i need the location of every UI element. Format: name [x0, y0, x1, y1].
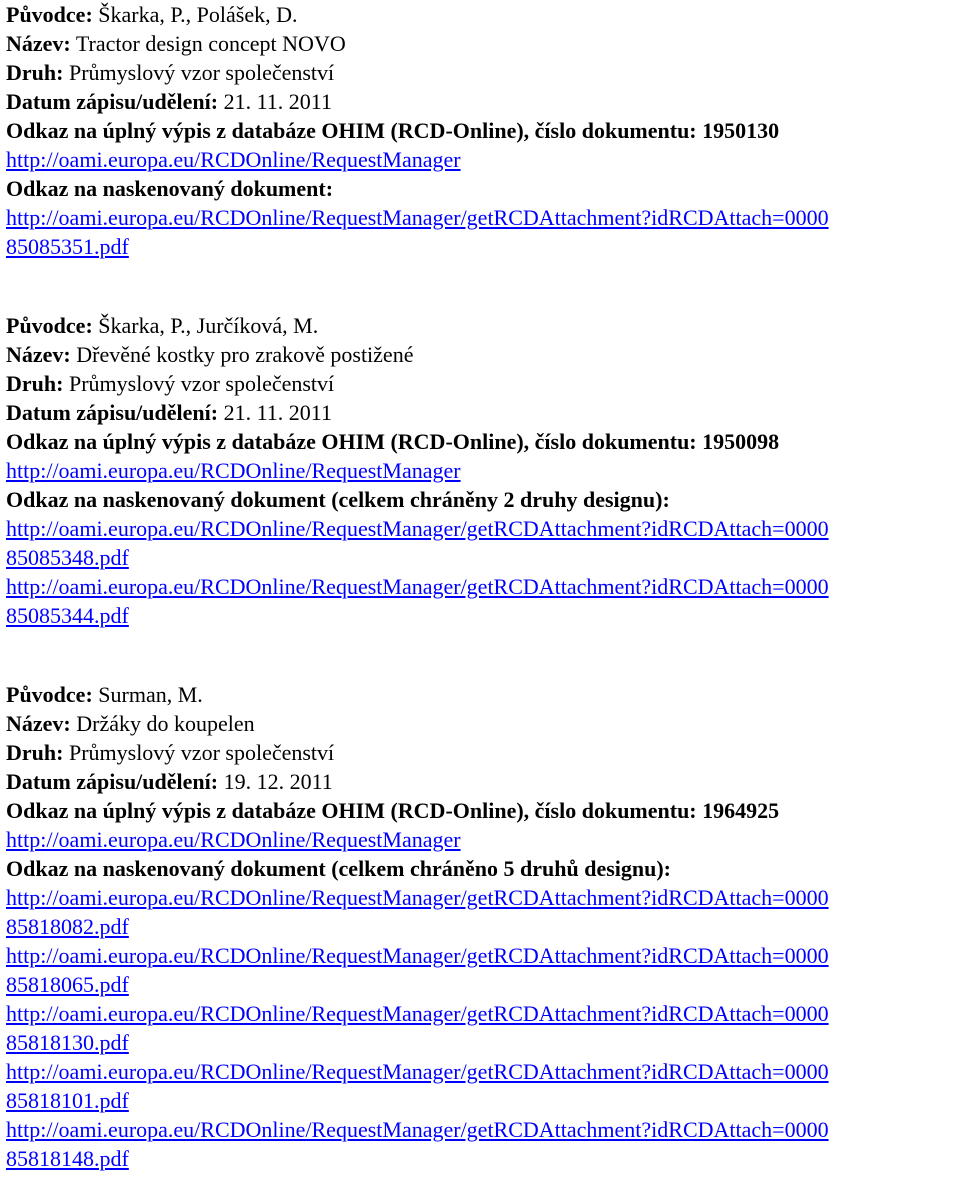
attachment-link-file[interactable]: 85818148.pdf [6, 1146, 129, 1171]
attachment-link-line [6, 203, 960, 232]
full-record-label: Odkaz na úplný výpis z databáze OHIM (RCD-Online), číslo dokumentu: [6, 429, 697, 454]
scan-label: Odkaz na naskenovaný dokument (celkem chráněny 2 druhy designu): [6, 487, 670, 512]
type-label: Druh: [6, 371, 64, 396]
attachment-link-line [6, 883, 960, 912]
originator-label: Původce: [6, 313, 93, 338]
design-record [6, 311, 960, 630]
originator-value: Škarka, P., Polášek, D. [98, 2, 298, 27]
type-value: Průmyslový vzor společenství [68, 371, 335, 396]
attachment-link-line [6, 601, 960, 630]
date-line [6, 767, 960, 796]
doc-number: 1964925 [702, 798, 780, 823]
attachment-link-file[interactable]: 85085344.pdf [6, 603, 129, 628]
attachment-link-file[interactable]: 85818130.pdf [6, 1030, 129, 1055]
attachment-link-file[interactable]: 85085348.pdf [6, 545, 129, 570]
request-manager-link[interactable]: http://oami.europa.eu/RCDOnline/RequestManager [6, 458, 461, 483]
originator-value: Surman, M. [98, 682, 203, 707]
doc-number: 1950130 [702, 118, 780, 143]
date-label: Datum zápisu/udělení: [6, 769, 219, 794]
type-value: Průmyslový vzor společenství [68, 740, 335, 765]
attachment-link[interactable]: http://oami.europa.eu/RCDOnline/RequestManager/getRCDAttachment?idRCDAttach=0000 [6, 1117, 829, 1142]
request-manager-link[interactable]: http://oami.europa.eu/RCDOnline/RequestManager [6, 147, 461, 172]
originator-line [6, 680, 960, 709]
attachment-link-line [6, 912, 960, 941]
originator-line [6, 311, 960, 340]
type-value: Průmyslový vzor společenství [68, 60, 335, 85]
title-line [6, 29, 960, 58]
type-label: Druh: [6, 60, 64, 85]
date-value: 19. 12. 2011 [223, 769, 333, 794]
type-label: Druh: [6, 740, 64, 765]
type-line [6, 369, 960, 398]
attachment-link-line [6, 232, 960, 261]
attachment-link-line [6, 1057, 960, 1086]
date-line [6, 398, 960, 427]
attachment-link[interactable]: http://oami.europa.eu/RCDOnline/RequestManager/getRCDAttachment?idRCDAttach=0000 [6, 516, 829, 541]
title-line [6, 340, 960, 369]
attachment-link-file[interactable]: 85818101.pdf [6, 1088, 129, 1113]
attachment-link-file[interactable]: 85818065.pdf [6, 972, 129, 997]
attachment-link-line [6, 1115, 960, 1144]
attachment-link-line [6, 999, 960, 1028]
date-label: Datum zápisu/udělení: [6, 89, 219, 114]
attachment-link-line [6, 1086, 960, 1115]
attachment-link[interactable]: http://oami.europa.eu/RCDOnline/RequestManager/getRCDAttachment?idRCDAttach=0000 [6, 205, 829, 230]
attachment-link[interactable]: http://oami.europa.eu/RCDOnline/RequestManager/getRCDAttachment?idRCDAttach=0000 [6, 1001, 829, 1026]
date-value: 21. 11. 2011 [223, 400, 332, 425]
type-line [6, 58, 960, 87]
request-link-line [6, 145, 960, 174]
attachment-link-line [6, 970, 960, 999]
originator-label: Původce: [6, 682, 93, 707]
title-label: Název: [6, 342, 71, 367]
attachment-link-line [6, 572, 960, 601]
attachment-link-line [6, 543, 960, 572]
date-label: Datum zápisu/udělení: [6, 400, 219, 425]
attachment-link-line [6, 1028, 960, 1057]
design-record [6, 0, 960, 261]
full-record-label: Odkaz na úplný výpis z databáze OHIM (RCD-Online), číslo dokumentu: [6, 118, 697, 143]
full-record-line [6, 796, 960, 825]
attachment-link-line [6, 514, 960, 543]
full-record-line [6, 427, 960, 456]
title-value: Dřevěné kostky pro zrakově postižené [76, 342, 414, 367]
originator-label: Původce: [6, 2, 93, 27]
title-label: Název: [6, 31, 71, 56]
originator-value: Škarka, P., Jurčíková, M. [98, 313, 319, 338]
request-manager-link[interactable]: http://oami.europa.eu/RCDOnline/RequestManager [6, 827, 461, 852]
doc-number: 1950098 [702, 429, 780, 454]
originator-line [6, 0, 960, 29]
full-record-line [6, 116, 960, 145]
attachment-link-line [6, 941, 960, 970]
attachment-link-file[interactable]: 85085351.pdf [6, 234, 129, 259]
type-line [6, 738, 960, 767]
title-value: Držáky do koupelen [76, 711, 255, 736]
date-value: 21. 11. 2011 [223, 89, 332, 114]
request-link-line [6, 456, 960, 485]
scan-label: Odkaz na naskenovaný dokument: [6, 176, 334, 201]
attachment-link[interactable]: http://oami.europa.eu/RCDOnline/RequestManager/getRCDAttachment?idRCDAttach=0000 [6, 574, 829, 599]
attachment-link[interactable]: http://oami.europa.eu/RCDOnline/RequestManager/getRCDAttachment?idRCDAttach=0000 [6, 885, 829, 910]
attachment-link[interactable]: http://oami.europa.eu/RCDOnline/RequestManager/getRCDAttachment?idRCDAttach=0000 [6, 943, 829, 968]
request-link-line [6, 825, 960, 854]
attachment-link[interactable]: http://oami.europa.eu/RCDOnline/RequestManager/getRCDAttachment?idRCDAttach=0000 [6, 1059, 829, 1084]
title-value: Tractor design concept NOVO [75, 31, 346, 56]
date-line [6, 87, 960, 116]
attachment-link-line [6, 1144, 960, 1173]
title-label: Název: [6, 711, 71, 736]
design-record [6, 680, 960, 1173]
scan-label: Odkaz na naskenovaný dokument (celkem chráněno 5 druhů designu): [6, 856, 672, 881]
title-line [6, 709, 960, 738]
full-record-label: Odkaz na úplný výpis z databáze OHIM (RCD-Online), číslo dokumentu: [6, 798, 697, 823]
attachment-link-file[interactable]: 85818082.pdf [6, 914, 129, 939]
